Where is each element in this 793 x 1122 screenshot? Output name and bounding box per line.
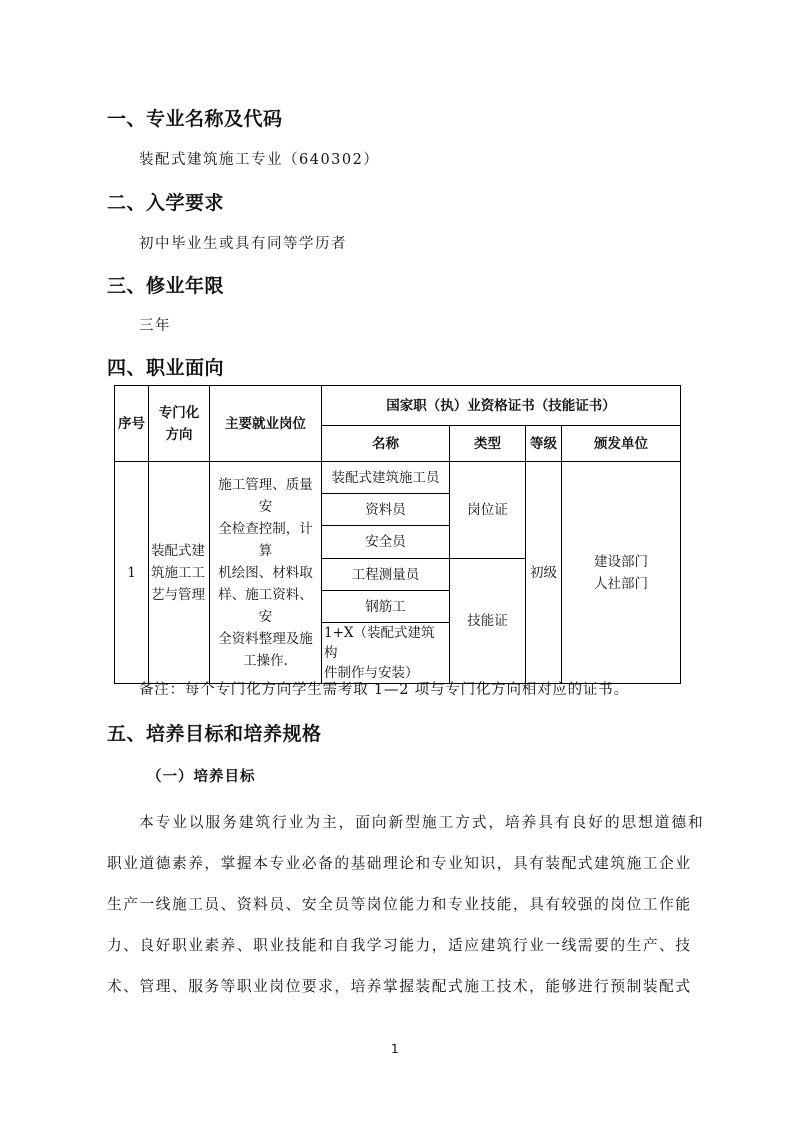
cell-posts-line6: 工操作. [243,652,288,669]
header-cert-name: 名称 [322,426,450,462]
body-line-4: 力、良好职业素养、职业技能和自我学习能力，适应建筑行业一线需要的生产、技 [107,937,692,954]
cell-posts-line4: 样、施工资料、安 [218,586,313,625]
cell-posts-line2: 全检查控制，计算 [218,520,313,559]
header-main-posts: 主要就业岗位 [210,386,322,462]
cell-type-post-cert: 岗位证 [450,462,526,559]
cell-issuer [562,462,681,684]
body-line-1: 本专业以服务建筑行业为主，面向新型施工方式，培养具有良好的思想道德和 [139,814,705,831]
header-specialization-line2: 方向 [165,426,193,443]
section-2-heading: 二、入学要求 [107,192,225,214]
section-3-heading: 三、修业年限 [107,275,225,297]
body-line-2: 职业道德素养，掌握本专业必备的基础理论和专业知识，具有装配式建筑施工企业 [107,855,692,872]
career-orientation-table [114,385,681,684]
header-cert-level: 等级 [526,426,562,462]
cell-cert-name-5: 钢筋工 [322,591,450,623]
cell-posts-line5: 全资料整理及施 [218,630,313,647]
header-certificates: 国家职（执）业资格证书（技能证书） [322,386,681,426]
cell-cert-name-3: 安全员 [322,526,450,559]
cell-level: 初级 [526,462,562,684]
section-4-heading: 四、职业面向 [107,357,225,379]
section-5-heading: 五、培养目标和培养规格 [107,723,322,745]
subsection-training-goal: （一）培养目标 [147,769,256,785]
cell-cert-name-6 [322,623,450,684]
page-number: 1 [391,1042,399,1056]
cell-main-posts [210,462,322,684]
header-serial-no: 序号 [115,386,149,462]
cell-serial-no: 1 [115,462,149,684]
admission-requirement: 初中毕业生或具有同等学历者 [139,236,347,252]
major-name-code: 装配式建筑施工专业（640302） [139,152,380,168]
header-cert-issuer: 颁发单位 [562,426,681,462]
cell-specialization-line2: 筑施工工 [151,564,205,581]
cell-cert-name-2: 资料员 [322,494,450,526]
header-specialization [149,386,210,462]
section-1-heading: 一、专业名称及代码 [107,108,283,130]
header-specialization-line1: 专门化 [158,404,200,421]
header-cert-type: 类型 [450,426,526,462]
cell-specialization-line1: 装配式建 [151,542,205,559]
cell-cert-6-line2: 件制作与安装） [324,665,419,681]
cell-specialization [149,462,210,684]
cell-issuer-line2: 人社部门 [594,575,648,592]
cell-type-skill-cert: 技能证 [450,559,526,684]
study-duration: 三年 [139,318,171,334]
cell-cert-name-4: 工程测量员 [322,559,450,591]
cell-issuer-line1: 建设部门 [594,553,648,570]
body-line-5: 术、管理、服务等职业岗位要求，培养掌握装配式施工技术，能够进行预制装配式 [107,978,692,995]
table-note: 备注：每个专门化方向学生需考取 1—2 项与专门化方向相对应的证书。 [139,682,629,698]
cell-posts-line1: 施工管理、质量安 [218,476,313,515]
cell-specialization-line3: 艺与管理 [151,586,205,603]
cell-cert-6-line1: 1+X（装配式建筑构 [324,625,435,661]
cell-posts-line3: 机绘图、材料取 [218,564,313,581]
body-line-3: 生产一线施工员、资料员、安全员等岗位能力和专业技能，具有较强的岗位工作能 [107,896,692,913]
cell-cert-name-1: 装配式建筑施工员 [322,462,450,494]
